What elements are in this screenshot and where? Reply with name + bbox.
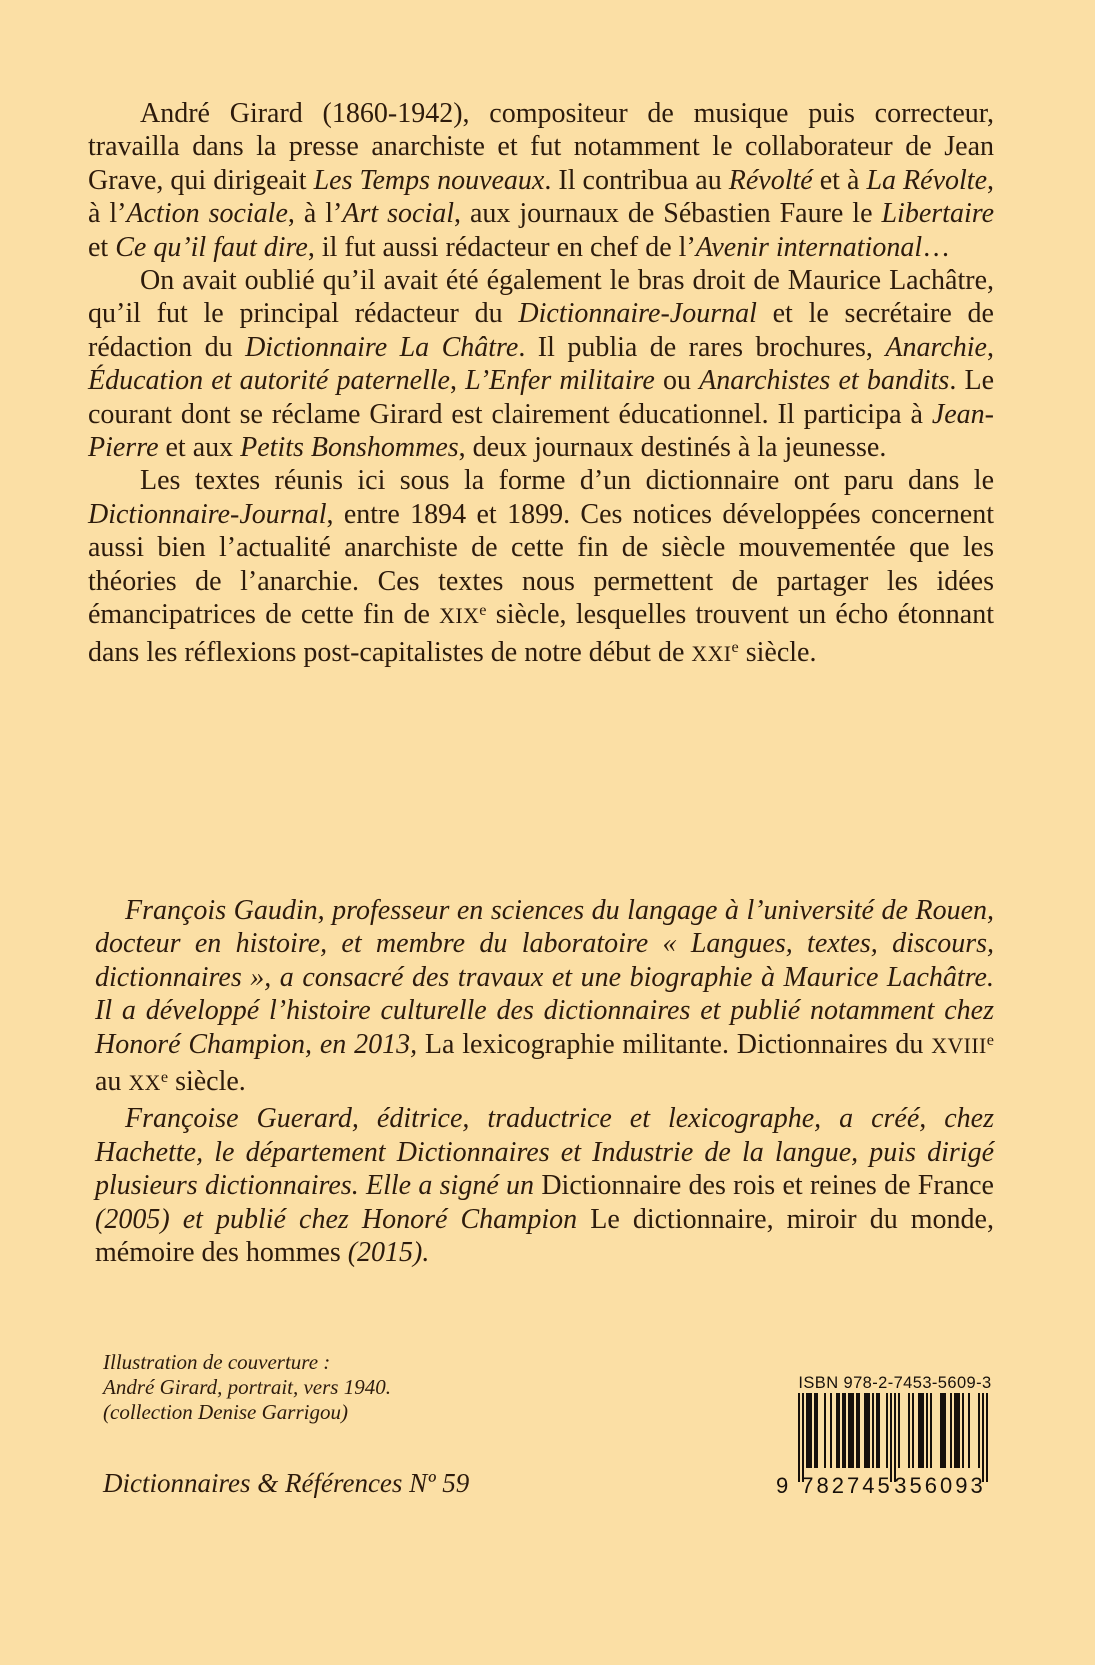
- paragraph-francois-gaudin: François Gaudin, professeur en sciences du langage à l’université de Rouen, docteur en histoire, et membre du laboratoire « Langues, textes, discours, dictionnaires », a consacré des travaux et une biographie à Maurice Lachâtre. Il a développé l’histoire culturelle des dictionnaires et publié notamment chez Honoré Champion, en 2013, La lexicographie militante. Dictionnaires du XVIIIe au XXe siècle.: [95, 895, 994, 1098]
- paragraph-textes-reunis: Les textes réunis ici sous la forme d’un dictionnaire ont paru dans le Dictionnaire-Journal, entre 1894 et 1899. Ces notices développées concernent aussi bien l’actualité anarchiste de cette fin de siècle mouvementée que les théories de l’anarchie. Ces textes nous permettent de partager les idées émancipatrices de cette fin de XIXe siècle, lesquelles trouvent un écho étonnant dans les réflexions post-capitalistes de notre début de XXIe siècle.: [88, 465, 994, 668]
- credit-line-collection-garrigou: (collection Denise Garrigou): [103, 1400, 348, 1424]
- svg-text:782745: 782745: [801, 1473, 893, 1498]
- ean-barcode-svg: [774, 1393, 992, 1518]
- credit-line-portrait: André Girard, portrait, vers 1940.: [103, 1375, 391, 1399]
- svg-text:356093: 356093: [894, 1473, 986, 1498]
- collection-title: Dictionnaires & Références Nº 59: [103, 1468, 470, 1498]
- isbn-barcode-block: [774, 1374, 992, 1519]
- paragraph-lachatre: On avait oublié qu’il avait été également le bras droit de Maurice Lachâtre, qu’il fut le principal rédacteur du Dictionnaire-Journal et le secrétaire de rédaction du Dictionnaire La Châtre. Il publia de rares brochures, Anarchie, Éducation et autorité paternelle, L’Enfer militaire ou Anarchistes et bandits. Le courant dont se réclame Girard est clairement éducationnel. Il participa à Jean-Pierre et aux Petits Bonshommes, deux journaux destinés à la jeunesse.: [88, 265, 995, 464]
- description-section: [88, 97, 994, 673]
- credit-line-illustration: Illustration de couverture :: [103, 1350, 331, 1374]
- svg-text:9: 9: [776, 1473, 792, 1498]
- paragraph-francoise-guerard: Françoise Guerard, éditrice, traductrice et lexicographe, a créé, chez Hachette, le département Dictionnaires et Industrie de la langue, puis dirigé plusieurs dictionnaires. Elle a signé un Dictionnaire des rois et reines de France (2005) et publié chez Honoré Champion Le dictionnaire, miroir du monde, mémoire des hommes (2015).: [95, 1103, 994, 1269]
- paragraph-girard-biography: André Girard (1860-1942), compositeur de musique puis correcteur, travailla dans la presse anarchiste et fut notamment le collaborateur de Jean Grave, qui dirigeait Les Temps nouveaux. Il contribua au Révolté et à La Révolte, à l’Action sociale, à l’Art social, aux journaux de Sébastien Faure le Libertaire et Ce qu’il faut dire, il fut aussi rédacteur en chef de l’Avenir international…: [88, 98, 995, 263]
- authors-section: [95, 894, 994, 1269]
- isbn-label: ISBN 978-2-7453-5609-3: [798, 1374, 992, 1392]
- cover-credits: [103, 1350, 391, 1425]
